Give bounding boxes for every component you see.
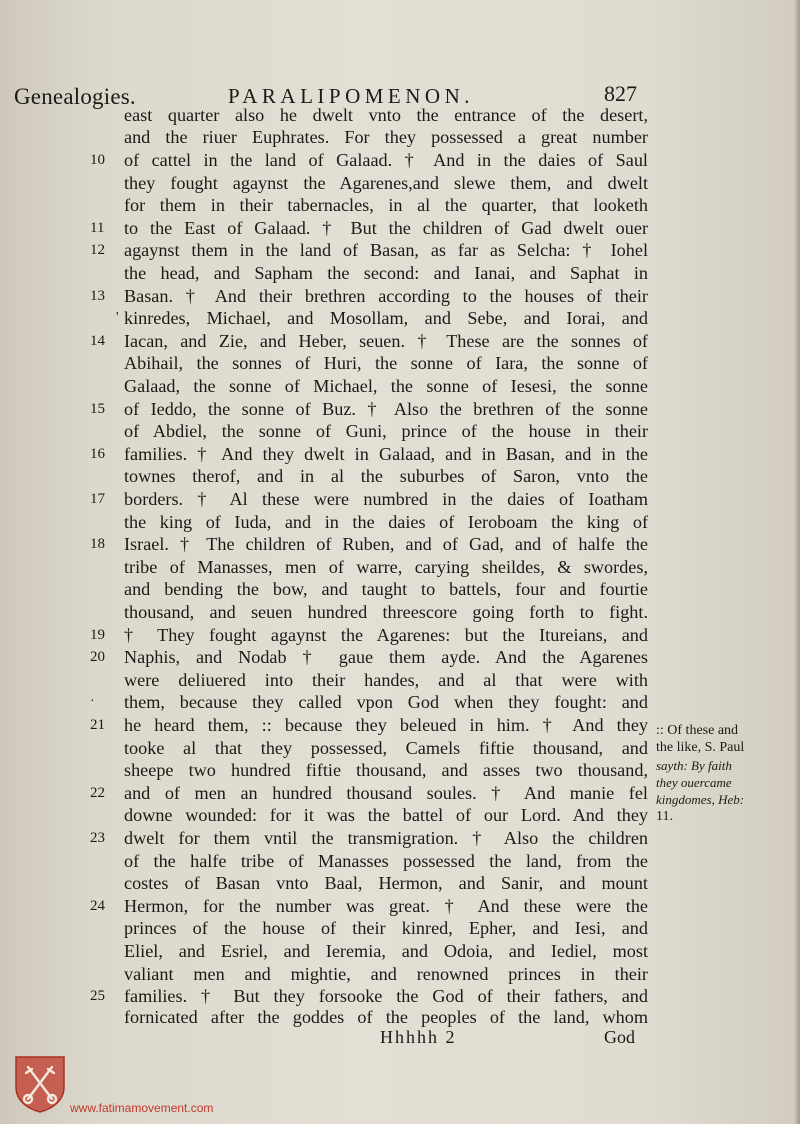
text-line: of the halfe tribe of Manasses possessed the land, from the [124,851,648,871]
margin-note-line: the like, S. Paul [656,740,745,755]
text-line: families. † But they forsooke the God of their fathers, and [124,986,648,1006]
text-line: agaynst them in the land of Basan, as far as Selcha: † Iohel [124,240,648,260]
verse-number: 25 [90,988,105,1004]
text-line: tribe of Manasses, men of warre, carying sheildes, & swordes, [124,557,648,577]
verse-number: 16 [90,446,105,462]
text-line: downe wounded: for it was the battel of our Lord. And they [124,805,648,825]
catchword: God [604,1027,635,1047]
text-line: Naphis, and Nodab † gaue them ayde. And the Agarenes [124,647,648,667]
verse-number: 18 [90,536,105,552]
page-edge [794,0,800,1124]
margin-mark: ' [116,310,119,325]
text-line: the king of Iuda, and in the daies of Ieroboam the king of [124,512,648,532]
text-line: thousand, and seuen hundred threescore going forth to fight. [124,602,648,622]
margin-note-line: they ouercame [656,775,732,790]
text-line: of cattel in the land of Galaad. † And in the daies of Saul [124,150,648,170]
text-line: † They fought agaynst the Agarenes: but the Itureians, and [124,625,648,645]
verse-number: 12 [90,242,105,258]
text-line: he heard them, :: because they beleued in him. † And they [124,715,648,735]
margin-mark: · [90,694,95,709]
text-line: dwelt for them vntil the transmigration. † Also the children [124,828,648,848]
text-line: Israel. † The children of Ruben, and of Gad, and of halfe the [124,534,648,554]
text-line: they fought agaynst the Agarenes,and slewe them, and dwelt [124,173,648,193]
verse-number: 10 [90,152,105,168]
verse-number: 15 [90,401,105,417]
text-line: and the riuer Euphrates. For they possessed a great number [124,127,648,147]
text-line: borders. † Al these were numbred in the daies of Ioatham [124,489,648,509]
margin-note-line: :: Of these and [656,723,739,738]
text-line: to the East of Galaad. † But the children of Gad dwelt ouer [124,218,648,238]
margin-note-line: 11. [656,809,673,824]
margin-note-line: sayth: By faith [656,758,732,773]
verse-number: 14 [90,333,105,349]
website-watermark: www.fatimamovement.com [70,1101,214,1115]
text-line: Hermon, for the number was great. † And these were the [124,896,648,916]
verse-number: 13 [90,288,105,304]
text-line: families. † And they dwelt in Galaad, and in Basan, and in the [124,444,648,464]
text-line: and of men an hundred thousand soules. † And manie fel [124,783,648,803]
verse-number: 23 [90,830,105,846]
text-line: them, because they called vpon God when they fought: and [124,692,648,712]
margin-note-line: kingdomes, Heb: [656,792,745,807]
verse-number: 17 [90,491,105,507]
text-line: costes of Basan vnto Baal, Hermon, and Sanir, and mount [124,873,648,893]
text-line: Basan. † And their brethren according to the houses of their [124,286,648,306]
verse-number: 19 [90,627,105,643]
verse-number: 21 [90,717,105,733]
text-line: were deliuered into their handes, and al that were with [124,670,648,690]
text-line: Abihail, the sonnes of Huri, the sonne of Iara, the sonne of [124,353,648,373]
verse-number: 22 [90,785,105,801]
text-line: princes of the house of their kinred, Epher, and Iesi, and [124,918,648,938]
page-number: 827 [604,81,637,106]
text-line: Eliel, and Esriel, and Ieremia, and Odoia, and Iediel, most [124,941,648,961]
verse-number: 11 [90,220,105,236]
text-line: of Ieddo, the sonne of Buz. † Also the brethren of the sonne [124,399,648,419]
text-line: kinredes, Michael, and Mosollam, and Sebe, and Iorai, and [124,308,648,328]
text-line: east quarter also he dwelt vnto the entrance of the desert, [124,105,648,125]
text-line: for them in their tabernacles, in al the quarter, that looketh [124,195,648,215]
text-line: tooke al that they possessed, Camels fiftie thousand, and [124,738,648,758]
text-line: townes therof, and in al the suburbes of Saron, vnto the [124,466,648,486]
signature-mark: Hhhhh 2 [380,1027,457,1047]
running-head-title: PARALIPOMENON. [228,84,475,108]
running-head-left: Genealogies. [14,84,136,109]
text-line: the head, and Sapham the second: and Ianai, and Saphat in [124,263,648,283]
verse-number: 20 [90,649,105,665]
text-line: valiant men and mightie, and renowned princes in their [124,964,648,984]
text-line: Iacan, and Zie, and Heber, seuen. † These are the sonnes of [124,331,648,351]
verse-number: 24 [90,898,105,914]
papal-keys-icon [14,1053,66,1113]
text-line: fornicated after the goddes of the peoples of the land, whom [124,1007,648,1027]
text-line: Galaad, the sonne of Michael, the sonne of Iesesi, the sonne [124,376,648,396]
text-line: and bending the bow, and taught to battels, four and fourtie [124,579,648,599]
text-line: sheepe two hundred fiftie thousand, and asses two thousand, [124,760,648,780]
text-line: of Abdiel, the sonne of Guni, prince of the house in their [124,421,648,441]
